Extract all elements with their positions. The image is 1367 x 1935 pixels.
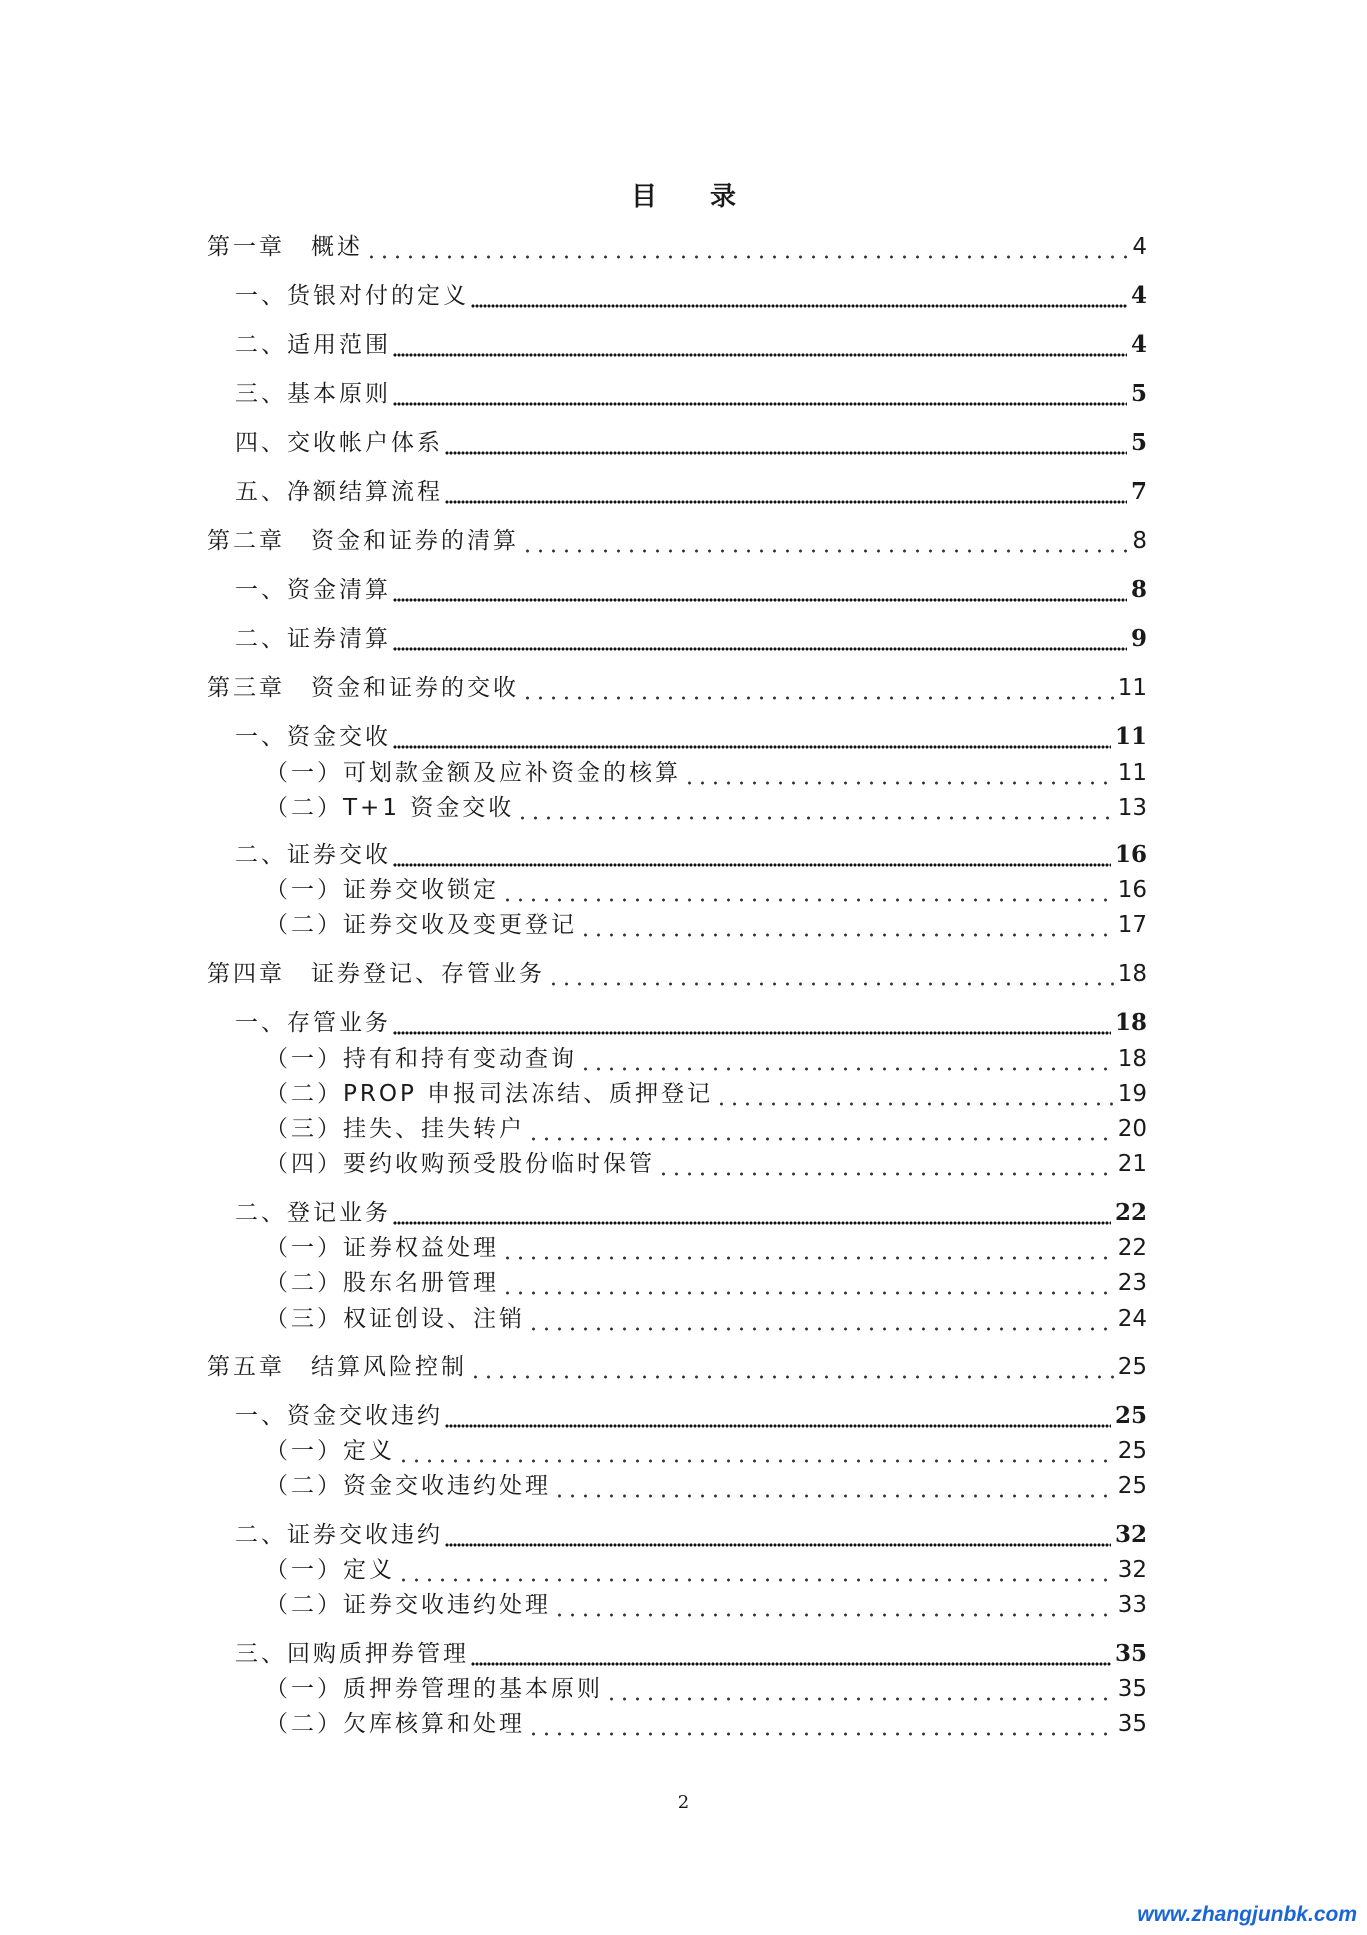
- toc-dot-leader: [393, 1198, 1111, 1228]
- toc-entry-label: （三）挂失、挂失转户: [265, 1116, 525, 1142]
- toc-entry-label: 二、证券交收违约: [235, 1522, 443, 1548]
- toc-entry-page: 32: [1114, 1521, 1147, 1548]
- toc-entry-label: 一、资金清算: [235, 577, 391, 603]
- toc-entry-label: 第五章 结算风险控制: [207, 1354, 467, 1380]
- toc-entry-sub[interactable]: [207, 1551, 1147, 1585]
- toc-entry-page: 16: [1114, 841, 1147, 868]
- toc-entry-page: 5: [1130, 429, 1147, 456]
- toc-entry-page: 9: [1130, 625, 1147, 652]
- toc-entry-label: 一、存管业务: [235, 1010, 391, 1036]
- toc-entry-page: 35: [1117, 1711, 1147, 1737]
- toc-entry-label: 第四章 证券登记、存管业务: [207, 961, 545, 987]
- toc-entry-page: 11: [1117, 675, 1147, 701]
- toc-dot-leader: [393, 379, 1127, 409]
- toc-entry-label: 五、净额结算流程: [235, 479, 443, 505]
- toc-entry-section[interactable]: [207, 1516, 1147, 1550]
- toc-entry-label: （二）T+1 资金交收: [265, 795, 515, 821]
- toc-dot-leader: [579, 1044, 1114, 1074]
- toc-entry-sub[interactable]: [207, 1075, 1147, 1109]
- toc-entry-label: （二）资金交收违约处理: [265, 1473, 551, 1499]
- toc-entry-chapter[interactable]: [207, 669, 1147, 703]
- toc-entry-sub[interactable]: [207, 871, 1147, 905]
- toc-entry-label: （一）定义: [265, 1438, 395, 1464]
- toc-entry-page: 24: [1117, 1306, 1147, 1332]
- toc-dot-leader: [471, 281, 1127, 311]
- toc-entry-label: （二）欠库核算和处理: [265, 1711, 525, 1737]
- page-number: 2: [677, 1792, 690, 1813]
- toc-dot-leader: [445, 1520, 1111, 1550]
- toc-entry-page: 4: [1130, 331, 1147, 358]
- toc-entry-page: 25: [1117, 1354, 1147, 1380]
- toc-entry-page: 18: [1114, 1009, 1147, 1036]
- toc-dot-leader: [445, 428, 1127, 458]
- toc-entry-sub[interactable]: [207, 1145, 1147, 1179]
- toc-dot-leader: [501, 875, 1114, 905]
- toc-entry-label: （一）可划款金额及应补资金的核算: [265, 760, 681, 786]
- toc-entry-label: （二）证券交收违约处理: [265, 1592, 551, 1618]
- toc-entry-label: （二）PROP 申报司法冻结、质押登记: [265, 1081, 714, 1107]
- toc-entry-page: 25: [1114, 1402, 1147, 1429]
- toc-entry-page: 7: [1130, 478, 1147, 505]
- toc-dot-leader: [365, 232, 1128, 262]
- toc-entry-sub[interactable]: [207, 1229, 1147, 1263]
- toc-entry-page: 8: [1130, 576, 1147, 603]
- toc-entry-section[interactable]: [207, 571, 1147, 605]
- toc-entry-sub[interactable]: [207, 1040, 1147, 1074]
- toc-entry-section[interactable]: [207, 1397, 1147, 1431]
- toc-dot-leader: [471, 1639, 1111, 1669]
- toc-entry-page: 11: [1117, 760, 1147, 786]
- toc-entry-page: 4: [1132, 234, 1147, 260]
- toc-dot-leader: [527, 1304, 1114, 1334]
- toc-entry-label: （一）证券权益处理: [265, 1235, 499, 1261]
- toc-entry-label: （四）要约收购预受股份临时保管: [265, 1151, 655, 1177]
- toc-entry-sub[interactable]: [207, 1110, 1147, 1144]
- toc-entry-page: 4: [1130, 282, 1147, 309]
- toc-entry-sub[interactable]: [207, 1432, 1147, 1466]
- toc-entry-label: （二）证券交收及变更登记: [265, 912, 577, 938]
- toc-dot-leader: [445, 1401, 1111, 1431]
- toc-dot-leader: [605, 1674, 1114, 1704]
- toc-entry-label: 一、货银对付的定义: [235, 283, 469, 309]
- toc-entry-section[interactable]: [207, 1635, 1147, 1669]
- toc-dot-leader: [469, 1352, 1114, 1382]
- toc-dot-leader: [553, 1471, 1114, 1501]
- toc-entry-page: 22: [1114, 1199, 1147, 1226]
- toc-entry-page: 11: [1114, 723, 1147, 750]
- toc-entry-label: （一）证券交收锁定: [265, 877, 499, 903]
- toc-entry-page: 22: [1117, 1235, 1147, 1261]
- toc-dot-leader: [521, 526, 1128, 556]
- toc-dot-leader: [547, 959, 1114, 989]
- toc-dot-leader: [521, 673, 1114, 703]
- toc-entry-section[interactable]: [207, 277, 1147, 311]
- toc-entry-page: 13: [1117, 795, 1147, 821]
- toc-entry-label: 第二章 资金和证券的清算: [207, 528, 519, 554]
- toc-dot-leader: [397, 1436, 1114, 1466]
- toc-dot-leader: [397, 1555, 1114, 1585]
- toc-entry-sub[interactable]: [207, 789, 1147, 823]
- toc-entry-label: 二、证券清算: [235, 626, 391, 652]
- toc-entry-label: （三）权证创设、注销: [265, 1306, 525, 1332]
- toc-entry-page: 35: [1114, 1640, 1147, 1667]
- toc-entry-sub[interactable]: [207, 1586, 1147, 1620]
- toc-dot-leader: [527, 1114, 1114, 1144]
- toc-entry-label: 一、资金交收: [235, 724, 391, 750]
- toc-entry-page: 5: [1130, 380, 1147, 407]
- toc-dot-leader: [393, 1008, 1111, 1038]
- toc-dot-leader: [445, 477, 1127, 507]
- toc-entry-section[interactable]: [207, 620, 1147, 654]
- toc-entry-label: （一）定义: [265, 1557, 395, 1583]
- toc-dot-leader: [393, 840, 1111, 870]
- toc-entry-section[interactable]: [207, 718, 1147, 752]
- toc-dot-leader: [501, 1233, 1114, 1263]
- toc-entry-section[interactable]: [207, 375, 1147, 409]
- toc-entry-section[interactable]: [207, 1004, 1147, 1038]
- toc-dot-leader: [657, 1149, 1114, 1179]
- toc-entry-label: 一、资金交收违约: [235, 1403, 443, 1429]
- toc-entry-section[interactable]: [207, 1194, 1147, 1228]
- toc-dot-leader: [683, 758, 1114, 788]
- toc-entry-chapter[interactable]: [207, 955, 1147, 989]
- toc-entry-page: 8: [1132, 528, 1147, 554]
- toc-entry-page: 32: [1117, 1557, 1147, 1583]
- watermark-link[interactable]: www.zhangjunbk.com: [1137, 1903, 1357, 1926]
- toc-dot-leader: [393, 575, 1127, 605]
- toc-entry-page: 25: [1117, 1438, 1147, 1464]
- toc-dot-leader: [393, 722, 1111, 752]
- toc-dot-leader: [393, 624, 1127, 654]
- toc-entry-page: 21: [1117, 1151, 1147, 1177]
- toc-entry-page: 35: [1117, 1676, 1147, 1702]
- toc-entry-page: 19: [1117, 1081, 1147, 1107]
- toc-entry-section[interactable]: [207, 836, 1147, 870]
- toc-entry-label: 二、适用范围: [235, 332, 391, 358]
- toc-entry-page: 20: [1117, 1116, 1147, 1142]
- toc-entry-chapter[interactable]: [207, 1348, 1147, 1382]
- toc-dot-leader: [527, 1709, 1114, 1739]
- toc-entry-label: 第三章 资金和证券的交收: [207, 675, 519, 701]
- toc-entry-chapter[interactable]: [207, 522, 1147, 556]
- toc-dot-leader: [516, 793, 1113, 823]
- toc-entry-label: 二、登记业务: [235, 1200, 391, 1226]
- toc-entry-page: 18: [1117, 1046, 1147, 1072]
- toc-entry-page: 18: [1117, 961, 1147, 987]
- toc-entry-section[interactable]: [207, 326, 1147, 360]
- toc-entry-sub[interactable]: [207, 1705, 1147, 1739]
- toc-entry-sub[interactable]: [207, 754, 1147, 788]
- toc-entry-section[interactable]: [207, 424, 1147, 458]
- toc-entry-sub[interactable]: [207, 1467, 1147, 1501]
- toc-dot-leader: [553, 1590, 1114, 1620]
- toc-entry-label: 二、证券交收: [235, 842, 391, 868]
- toc-dot-leader: [579, 910, 1114, 940]
- toc-entry-label: （一）质押券管理的基本原则: [265, 1676, 603, 1702]
- toc-entry-sub[interactable]: [207, 1670, 1147, 1704]
- toc-entry-sub[interactable]: [207, 906, 1147, 940]
- toc-entry-label: （二）股东名册管理: [265, 1270, 499, 1296]
- toc-entry-sub[interactable]: [207, 1264, 1147, 1298]
- toc-entry-label: 第一章 概述: [207, 234, 363, 260]
- toc-entry-page: 25: [1117, 1473, 1147, 1499]
- toc-entry-section[interactable]: [207, 473, 1147, 507]
- toc-dot-leader: [393, 330, 1127, 360]
- toc-entry-page: 33: [1117, 1592, 1147, 1618]
- toc-entry-label: 三、基本原则: [235, 381, 391, 407]
- toc-entry-label: 四、交收帐户体系: [235, 430, 443, 456]
- toc-entry-sub[interactable]: [207, 1300, 1147, 1334]
- toc-entry-label: （一）持有和持有变动查询: [265, 1046, 577, 1072]
- toc-dot-leader: [715, 1079, 1114, 1109]
- toc-entry-page: 16: [1117, 877, 1147, 903]
- toc-entry-chapter[interactable]: [207, 228, 1147, 262]
- toc-dot-leader: [501, 1268, 1114, 1298]
- toc-entry-label: 三、回购质押券管理: [235, 1641, 469, 1667]
- toc-entry-page: 23: [1117, 1270, 1147, 1296]
- toc-entry-page: 17: [1117, 912, 1147, 938]
- toc-title: 目 录: [630, 182, 759, 212]
